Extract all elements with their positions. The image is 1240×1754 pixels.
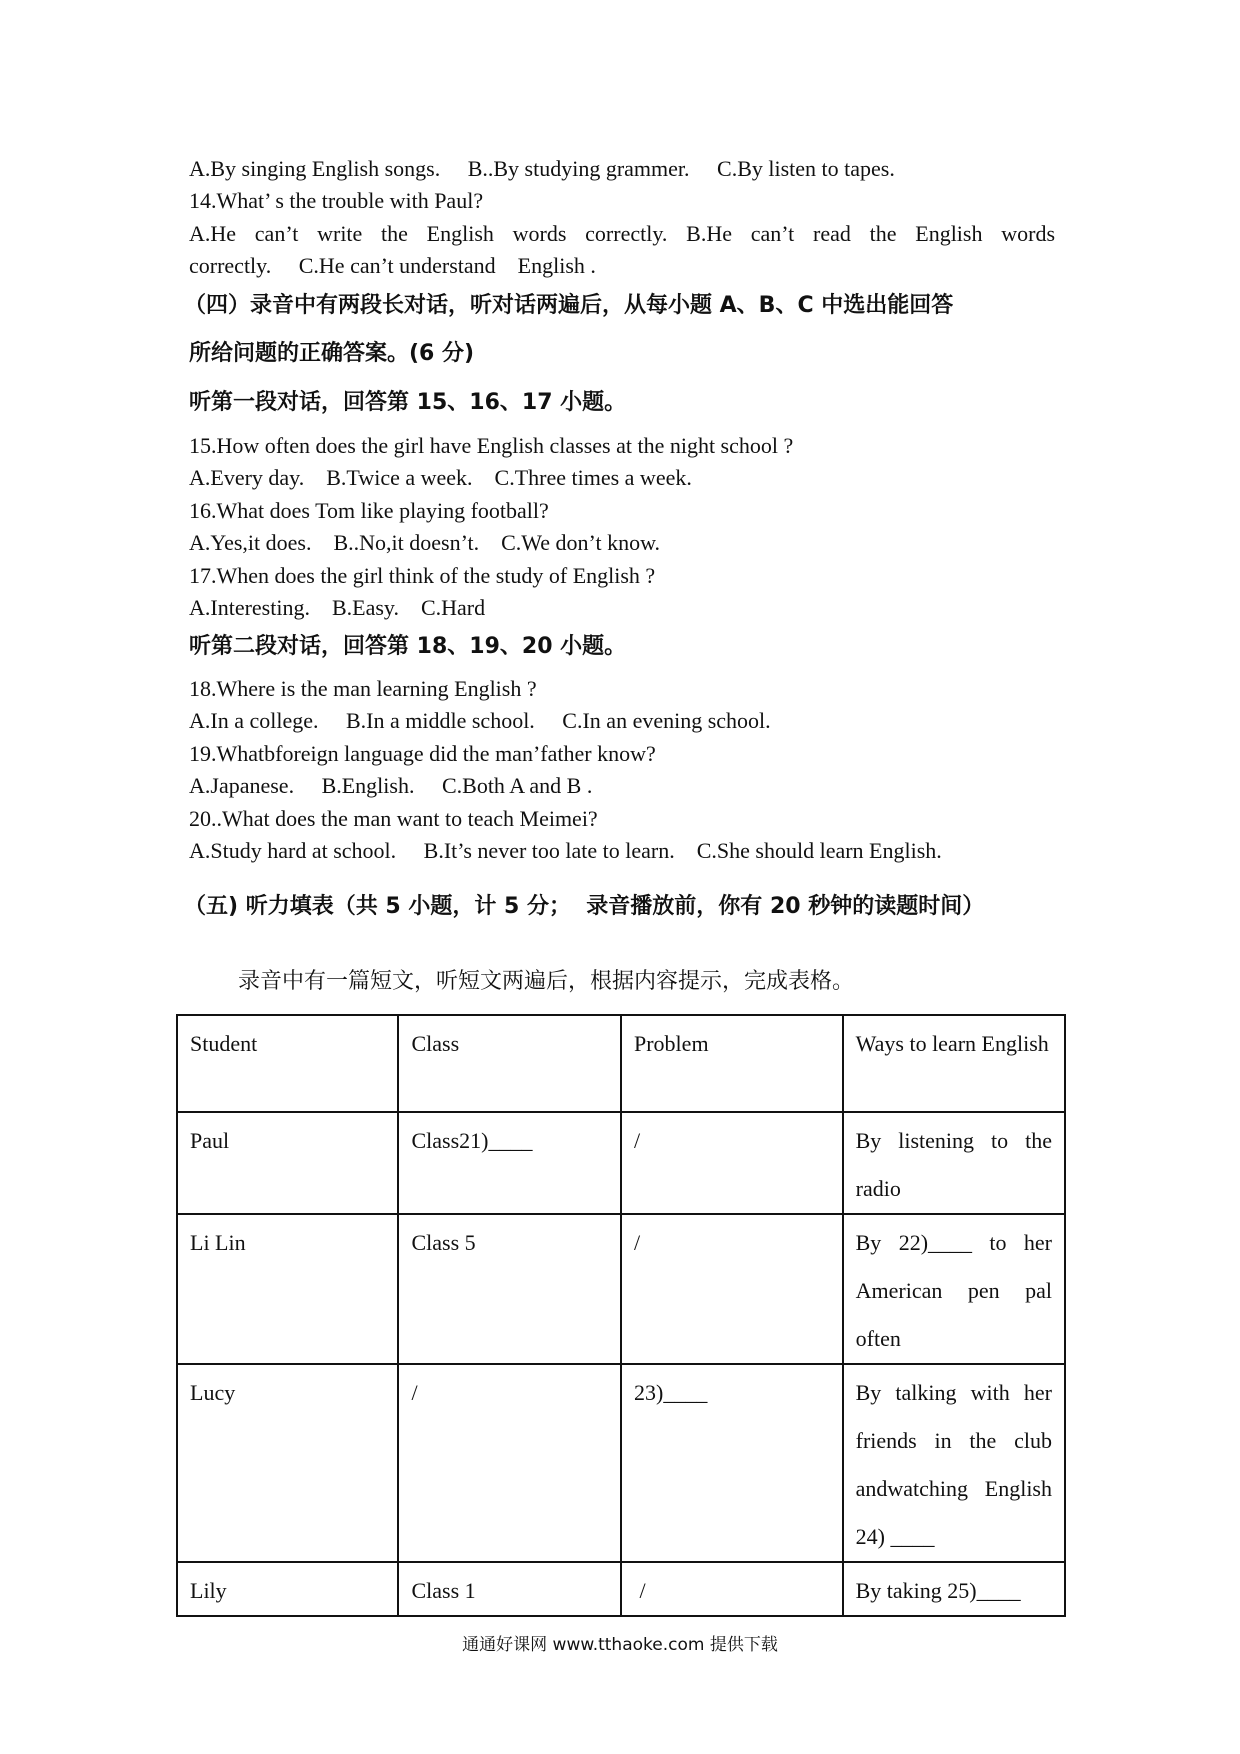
q15-options: A.Every day. B.Twice a week. C.Three times a week. <box>189 465 692 490</box>
header-student: Student <box>177 1015 398 1112</box>
q20-question: 20..What does the man want to teach Meimei? <box>189 806 598 831</box>
cell-ways: By talking with her friends in the club andwatching English 24) ____ <box>843 1364 1065 1562</box>
cell-problem: / <box>621 1112 843 1214</box>
cell-class: Class 5 <box>398 1214 621 1364</box>
section5-title: （五) 听力填表（共 5 小题，计 5 分； 录音播放前，你有 20 秒钟的读题时间） <box>184 894 985 919</box>
cell-problem: / <box>621 1562 843 1616</box>
table-row <box>177 1562 1065 1616</box>
q14-options: A.He can’t write the English words correctly. B.He can’t read the English words <box>189 221 1055 246</box>
footer-watermark: 通通好课网 www.tthaoke.com 提供下载 <box>462 1635 778 1655</box>
cell-class: Class21)____ <box>398 1112 621 1214</box>
cell-ways: By listening to the radio <box>843 1112 1065 1214</box>
cell-class: Class 1 <box>398 1562 621 1616</box>
cell-class: / <box>398 1364 621 1562</box>
q15-question: 15.How often does the girl have English classes at the night school ? <box>189 433 794 458</box>
header-problem: Problem <box>621 1015 843 1112</box>
cell-ways: By 22)____ to her American pen pal often <box>843 1214 1065 1364</box>
q19-question: 19.Whatbforeign language did the man’father know? <box>189 741 656 766</box>
section4-title-cont: 所给问题的正确答案。(6 分) <box>189 341 475 366</box>
q18-options: A.In a college. B.In a middle school. C.In an evening school. <box>189 708 771 733</box>
q17-options: A.Interesting. B.Easy. C.Hard <box>189 595 486 620</box>
header-ways: Ways to learn English <box>843 1015 1065 1112</box>
table-row <box>177 1364 1065 1562</box>
cell-student: Paul <box>177 1112 398 1214</box>
cell-problem: / <box>621 1214 843 1364</box>
q18-question: 18.Where is the man learning English ? <box>189 676 537 701</box>
q20-options: A.Study hard at school. B.It’s never too late to learn. C.She should learn English. <box>189 838 942 863</box>
cell-student: Lily <box>177 1562 398 1616</box>
table-header-row <box>177 1015 1065 1112</box>
section5-intro: 录音中有一篇短文，听短文两遍后，根据内容提示，完成表格。 <box>238 969 855 994</box>
table-row <box>177 1214 1065 1364</box>
fill-in-table <box>176 1014 1066 1617</box>
dialog1-heading: 听第一段对话，回答第 15、16、17 小题。 <box>189 390 627 415</box>
header-class: Class <box>398 1015 621 1112</box>
cell-student: Lucy <box>177 1364 398 1562</box>
q14-question: 14.What’ s the trouble with Paul? <box>189 188 484 213</box>
q13-options: A.By singing English songs. B..By studying grammer. C.By listen to tapes. <box>189 156 895 181</box>
cell-student: Li Lin <box>177 1214 398 1364</box>
table-row <box>177 1112 1065 1214</box>
cell-ways: By taking 25)____ <box>843 1562 1065 1616</box>
q16-options: A.Yes,it does. B..No,it doesn’t. C.We don’t know. <box>189 530 661 555</box>
q17-question: 17.When does the girl think of the study of English ? <box>189 563 656 588</box>
section4-title: （四）录音中有两段长对话，听对话两遍后，从每小题 A、B、C 中选出能回答 <box>184 293 954 318</box>
q16-question: 16.What does Tom like playing football? <box>189 498 549 523</box>
q14-options-cont: correctly. C.He can’t understand English . <box>189 253 596 278</box>
dialog2-heading: 听第二段对话，回答第 18、19、20 小题。 <box>189 634 627 659</box>
cell-problem: 23)____ <box>621 1364 843 1562</box>
q19-options: A.Japanese. B.English. C.Both A and B . <box>189 773 593 798</box>
